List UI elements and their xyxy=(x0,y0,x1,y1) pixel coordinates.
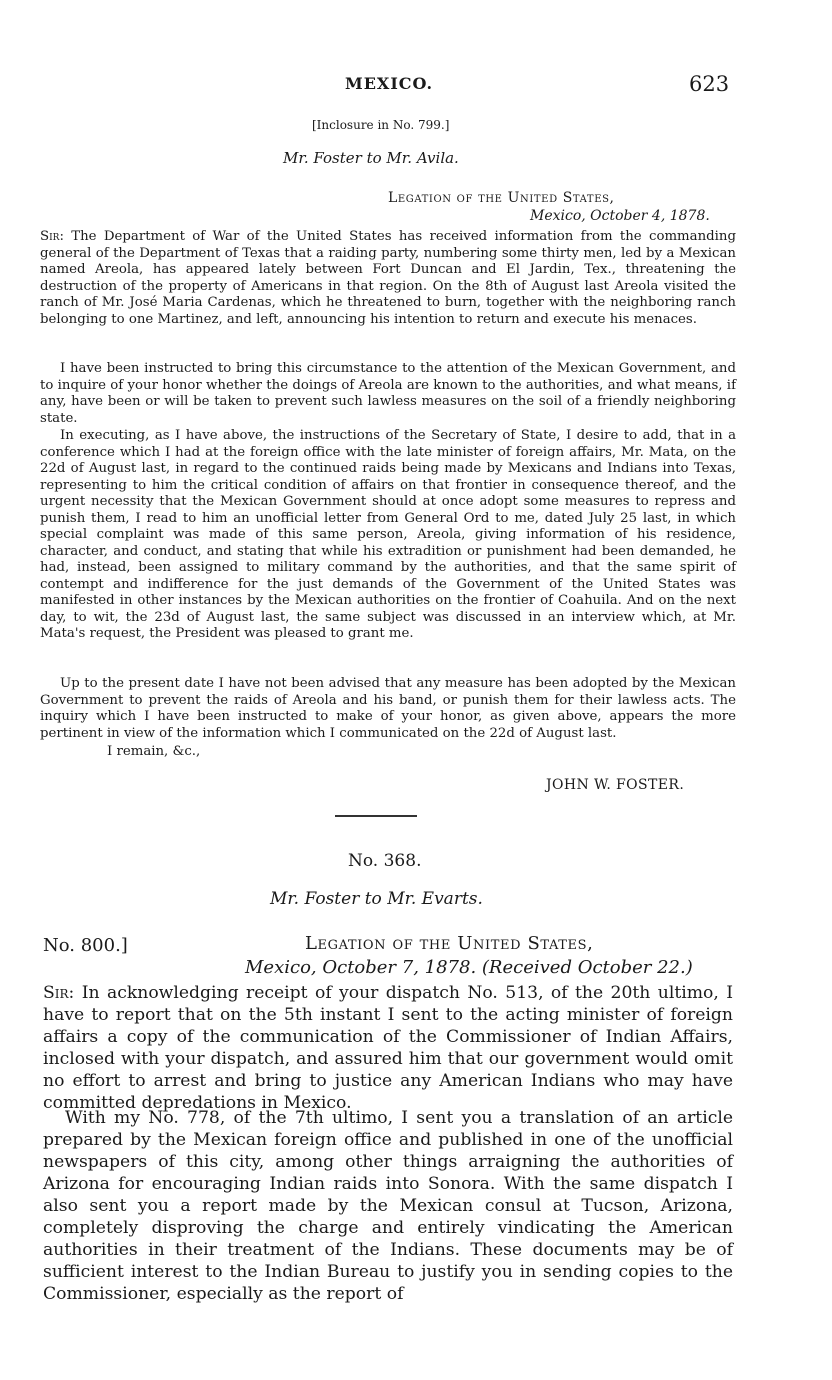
running-title: MEXICO. xyxy=(345,74,434,93)
enclosure-legation-line: Legation of the United States, xyxy=(388,190,615,206)
dispatch-paragraph-2: With my No. 778, of the 7th ultimo, I sent you a translation of an article prepared by the Mexican foreign office and published in one of the unofficial newspapers of this city, among other things arraigning the authorities of Arizona for encouraging Indian raids into Sonora. With the same dispatch I also sent you a report made by the Mexican consul at Tucson, Arizona, completely disproving the charge and entirely vindicating the American authorities in their treatment of the Indians. These documents may be of sufficient interest to the Indian Bureau to justify you in sending copies to the Commissioner, especially as the report of xyxy=(43,1108,733,1304)
enclosure-paragraph-1 xyxy=(40,229,736,328)
dispatch-paragraph-1 xyxy=(43,982,733,1114)
enclosure-heading: Mr. Foster to Mr. Avila. xyxy=(283,149,459,167)
dispatch-date-line: Mexico, October 7, 1878. (Received October 22.) xyxy=(245,957,693,978)
dispatch-heading: Mr. Foster to Mr. Evarts. xyxy=(270,889,483,909)
section-divider xyxy=(335,815,417,817)
salutation: Sir: xyxy=(43,983,75,1003)
dispatch-legation-line: Legation of the United States, xyxy=(305,933,594,954)
document-number: No. 368. xyxy=(348,851,422,871)
enclosure-paragraph-4: Up to the present date I have not been advised that any measure has been adopted by the Mexican Government to prevent the raids of Areola and his band, or punish them for their lawless acts. The inquiry which I have been instructed to make of your honor, as given above, appears the more pertinent in view of the information which I communicated on the 22d of August last. xyxy=(40,676,736,741)
page-number: 623 xyxy=(689,72,730,96)
enclosure-date-line: Mexico, October 4, 1878. xyxy=(530,208,710,224)
enclosure-paragraph-2: I have been instructed to bring this circumstance to the attention of the Mexican Government, and to inquire of your honor whether the doings of Areola are known to the authorities, and what means, if any, have been or will be taken to prevent such lawless measures on the soil of a friendly neighboring state. xyxy=(40,361,736,426)
enclosure-signature: JOHN W. FOSTER. xyxy=(546,777,685,793)
paragraph-text: In acknowledging receipt of your dispatch No. 513, of the 20th ultimo, I have to report that on the 5th instant I sent to the acting minister of foreign affairs a copy of the communication of the Commissioner of Indian Affairs, inclosed with your dispatch, and assured him that our government would omit no effort to arrest and bring to justice any American Indians who may have committed depredations in Mexico. xyxy=(43,983,733,1113)
dispatch-reference-number: No. 800.] xyxy=(43,935,128,956)
enclosure-closing: I remain, &c., xyxy=(107,744,201,759)
salutation: Sir: xyxy=(40,229,64,244)
paragraph-text: The Department of War of the United States has received information from the commanding general of the Department of Texas that a raiding party, numbering some thirty men, led by a Mexican named Areola, has appeared lately between Fort Duncan and El Jardin, Tex., threatening the destruction of the property of Americans in that region. On the 8th of August last Areola visited the ranch of Mr. José Maria Cardenas, which he threatened to burn, together with the neighboring ranch belonging to one Martinez, and left, announcing his intention to return and execute his menaces. xyxy=(40,229,736,327)
enclosure-paragraph-3: In executing, as I have above, the instructions of the Secretary of State, I desire to add, that in a conference which I had at the foreign office with the late minister of foreign affairs, Mr. Mata, on the 22d of August last, in regard to the continued raids being made by Mexicans and Indians into Texas, representing to him the critical condition of affairs on that frontier in consequence thereof, and the urgent necessity that the Mexican Government should at once adopt some measures to repress and punish them, I read to him an unofficial letter from General Ord to me, dated July 25 last, in which special complaint was made of this same person, Areola, giving information of his residence, character, and conduct, and stating that while his extradition or punishment had been demanded, he had, instead, been assigned to military command by the authorities, and that the same spirit of contempt and indifference for the just demands of the Government of the United States was manifested in other instances by the Mexican authorities on the frontier of Coahuila. And on the next day, to wit, the 23d of August last, the same subject was discussed in an interview which, at Mr. Mata's request, the President was pleased to grant me. xyxy=(40,428,736,641)
inclosure-note: [Inclosure in No. 799.] xyxy=(312,118,450,132)
